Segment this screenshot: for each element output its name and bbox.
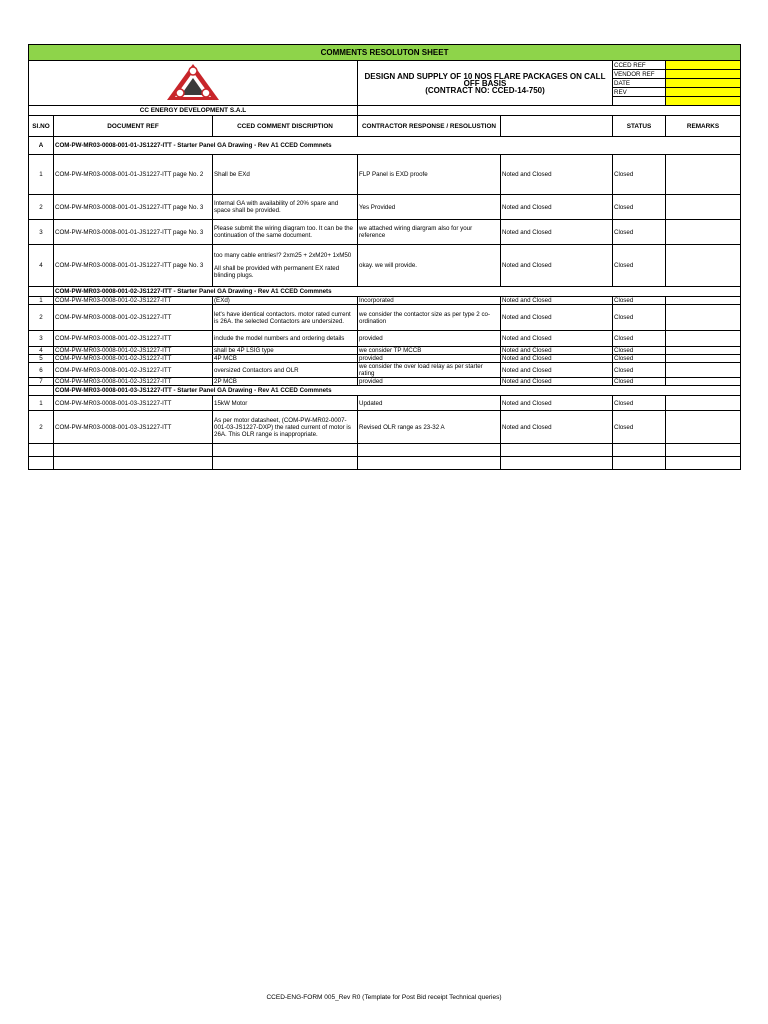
form-footer: CCED-ENG-FORM 005_Rev R0 (Template for Post Bid receipt Technical queries) [266,994,502,1001]
table-row [29,155,741,195]
row-remarks [666,220,741,245]
row-response: we consider the over load relay as per starter rating [358,363,501,378]
row-noted: Noted and Closed [501,305,613,331]
row-remarks [666,331,741,347]
row-doc-ref: COM-PW-MR03-0008-001-02-JS1227-ITT [54,378,213,386]
row-doc-ref: COM-PW-MR03-0008-001-03-JS1227-ITT [54,411,213,444]
row-slno: 3 [29,331,54,347]
row-slno: 2 [29,411,54,444]
row-doc-ref: COM-PW-MR03-0008-001-03-JS1227-ITT [54,396,213,411]
row-comment-line: All shall be provided with permanent EX rated blinding plugs. [214,265,340,279]
row-doc-ref: COM-PW-MR03-0008-001-02-JS1227-ITT [54,355,213,363]
row-comment-line: too many cable entries!? 2xm25 + 2xM20+ 1xM50 [214,252,352,259]
section-slno [29,386,54,396]
row-noted: Noted and Closed [501,378,613,386]
row-remarks [666,245,741,287]
logo-cell [29,61,358,106]
row-noted: Noted and Closed [501,220,613,245]
row-response: we consider the contactor size as per type 2 co-ordination [358,305,501,331]
blank-ref-label [613,97,666,106]
row-doc-ref: COM-PW-MR03-0008-001-01-JS1227-ITT page No. 3 [54,245,213,287]
row-comment [213,245,358,287]
row-comment: let's have identical contactors. motor rated current is 26A. the selected Contactors are undersized. [213,305,358,331]
row-comment: shall be 4P LSIG type [213,347,358,355]
table-row [29,355,741,363]
table-row [29,378,741,386]
row-slno: 2 [29,195,54,220]
col-header-blank [501,116,613,137]
row-remarks [666,195,741,220]
row-comment: Internal GA with availability of 20% spare and space shall be provided. [213,195,358,220]
row-noted: Noted and Closed [501,396,613,411]
section-header-row [29,386,741,396]
row-status: Closed [613,220,666,245]
section-title: COM-PW-MR03-0008-001-03-JS1227-ITT - Starter Panel GA Drawing - Rev A1 CCED Commnets [54,386,741,396]
row-slno: 3 [29,220,54,245]
row-noted: Noted and Closed [501,355,613,363]
section-slno [29,287,54,297]
company-name: CC ENERGY DEVELOPMENT S.A.L [29,106,358,116]
row-doc-ref: COM-PW-MR03-0008-001-02-JS1227-ITT [54,363,213,378]
cced-ref-value[interactable] [666,61,741,70]
table-row [29,331,741,347]
row-status: Closed [613,378,666,386]
row-comment: As per motor datasheet, (COM-PW-MR02-0007-001-03-JS1227-DXP) the rated current of motor is 26A. This OLR range is inappropriate. [213,411,358,444]
row-remarks [666,155,741,195]
row-remarks [666,378,741,386]
row-status: Closed [613,331,666,347]
row-noted: Noted and Closed [501,411,613,444]
row-comment: Shall be EXd [213,155,358,195]
row-noted: Noted and Closed [501,331,613,347]
date-value[interactable] [666,79,741,88]
row-comment: (EXd) [213,297,358,305]
sheet-title-row [29,45,741,61]
section-title: COM-PW-MR03-0008-001-02-JS1227-ITT - Starter Panel GA Drawing - Rev A1 CCED Commnets [54,287,741,297]
company-logo-icon [165,62,221,102]
blank-ref-value[interactable] [666,97,741,106]
row-doc-ref: COM-PW-MR03-0008-001-02-JS1227-ITT [54,297,213,305]
row-comment: oversized Contactors and OLR [213,363,358,378]
col-header-doc-ref: DOCUMENT REF [54,116,213,137]
table-row [29,305,741,331]
vendor-ref-value[interactable] [666,70,741,79]
row-doc-ref: COM-PW-MR03-0008-001-02-JS1227-ITT [54,331,213,347]
sheet-title: COMMENTS RESOLUTON SHEET [29,45,741,61]
section-header-row [29,287,741,297]
row-comment: include the model numbers and ordering details [213,331,358,347]
row-noted: Noted and Closed [501,155,613,195]
row-status: Closed [613,155,666,195]
col-header-comment: CCED COMMENT DISCRIPTION [213,116,358,137]
comments-resolution-table [28,44,741,470]
rev-label: REV [613,88,666,97]
table-row [29,347,741,355]
table-row [29,363,741,378]
row-slno: 1 [29,155,54,195]
row-comment: 4P MCB [213,355,358,363]
table-row [29,411,741,444]
col-header-response: CONTRACTOR RESPONSE / RESOLUSTION [358,116,501,137]
row-response: provided [358,355,501,363]
row-noted: Noted and Closed [501,245,613,287]
row-slno: 7 [29,378,54,386]
row-status: Closed [613,396,666,411]
row-remarks [666,347,741,355]
row-response: provided [358,331,501,347]
table-row [29,297,741,305]
column-header-row [29,116,741,137]
row-response: Incorporated [358,297,501,305]
col-header-status: STATUS [613,116,666,137]
row-slno: 4 [29,245,54,287]
row-status: Closed [613,347,666,355]
row-slno: 6 [29,363,54,378]
row-response: Yes Provided [358,195,501,220]
row-slno: 5 [29,355,54,363]
col-header-slno: Sl.NO [29,116,54,137]
row-status: Closed [613,195,666,220]
row-remarks [666,411,741,444]
row-slno: 1 [29,396,54,411]
row-noted: Noted and Closed [501,347,613,355]
col-header-remarks: REMARKS [666,116,741,137]
rev-value[interactable] [666,88,741,97]
row-response: Revised OLR range as 23-32 A [358,411,501,444]
row-comment: Please submit the wiring diagram too. It can be the continuation of the same document. [213,220,358,245]
row-slno: 4 [29,347,54,355]
row-doc-ref: COM-PW-MR03-0008-001-02-JS1227-ITT [54,347,213,355]
row-doc-ref: COM-PW-MR03-0008-001-01-JS1227-ITT page No. 2 [54,155,213,195]
empty-row [29,457,741,470]
row-slno: 2 [29,305,54,331]
empty-row [29,444,741,457]
row-comment: 15kW Motor [213,396,358,411]
row-remarks [666,363,741,378]
row-comment: 2P MCB [213,378,358,386]
date-label: DATE [613,79,666,88]
project-title: DESIGN AND SUPPLY OF 10 NOS FLARE PACKAGES ON CALL OFF BASIS [364,71,606,88]
row-response: okay. we will provide. [358,245,501,287]
row-response: Updated [358,396,501,411]
table-row [29,220,741,245]
row-status: Closed [613,297,666,305]
table-row [29,195,741,220]
table-row [29,396,741,411]
project-title-cell [358,61,613,106]
row-doc-ref: COM-PW-MR03-0008-001-01-JS1227-ITT page No. 3 [54,220,213,245]
row-status: Closed [613,245,666,287]
row-slno: 1 [29,297,54,305]
row-doc-ref: COM-PW-MR03-0008-001-01-JS1227-ITT page No. 3 [54,195,213,220]
row-status: Closed [613,363,666,378]
row-status: Closed [613,305,666,331]
row-remarks [666,297,741,305]
table-row [29,245,741,287]
row-noted: Noted and Closed [501,195,613,220]
cced-ref-label: CCED REF [613,61,666,70]
row-response: FLP Panel is EXD proofe [358,155,501,195]
row-doc-ref: COM-PW-MR03-0008-001-02-JS1227-ITT [54,305,213,331]
blank-cell [358,106,741,116]
section-header-row [29,137,741,155]
contract-number: (CONTRACT NO: CCED-14-750) [425,85,545,95]
row-response: provided [358,378,501,386]
row-remarks [666,396,741,411]
section-title: COM-PW-MR03-0008-001-01-JS1227-ITT - Starter Panel GA Drawing - Rev A1 CCED Commnets [54,137,741,155]
row-status: Closed [613,411,666,444]
row-noted: Noted and Closed [501,363,613,378]
row-remarks [666,355,741,363]
vendor-ref-label: VENDOR REF [613,70,666,79]
row-response: we attached wiring diargram also for your reference [358,220,501,245]
section-slno: A [29,137,54,155]
row-response: we consider TP MCCB [358,347,501,355]
row-remarks [666,305,741,331]
row-noted: Noted and Closed [501,297,613,305]
row-status: Closed [613,355,666,363]
